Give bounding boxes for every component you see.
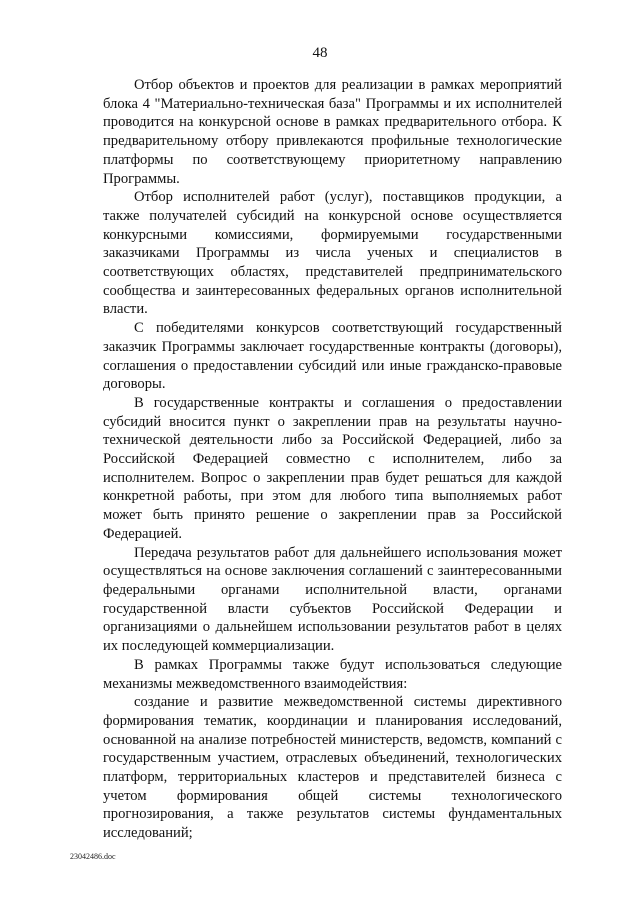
paragraph-competitive-selection: Отбор объектов и проектов для реализации в рамках мероприятий блока 4 "Материально-техническая база" Программы и их исполнителей проводится на конкурсной основе в рамках предварительного отбора. К предварительному отбору привлекаются профильные технологические платформы по соответствующему приоритетному направлению Программы. — [103, 77, 562, 187]
paragraph-contractor-selection: Отбор исполнителей работ (услуг), поставщиков продукции, а также получателей субсидий на конкурсной основе осуществляется конкурсными комиссиями, формируемыми государственными заказчиками Программы из числа ученых и специалистов в соответствующих областях, представителей предпринимательского сообщества и заинтересованных федеральных органов исполнительной власти. — [103, 189, 562, 318]
paragraph-rights-to-results: В государственные контракты и соглашения о предоставлении субсидий вносится пункт о закреплении прав на результаты научно-технической деятельности либо за Российской Федерацией, либо за Российской Федерацией совместно с исполнителем, либо за исполнителем. Вопрос о закреплении прав будет решаться для каждой конкретной работы, при этом для любого типа выполняемых работ может быть принято решение о закреплении прав за Российской Федерацией. — [103, 394, 562, 542]
document-body — [103, 76, 562, 843]
paragraph-interagency-mechanisms: В рамках Программы также будут использоваться следующие механизмы межведомственного взаимодействия: — [103, 656, 562, 692]
paragraph-contracts-with-winners: С победителями конкурсов соответствующий государственный заказчик Программы заключает государственные контракты (договоры), соглашения о предоставлении субсидий или иные гражданско-правовые договоры. — [103, 320, 562, 393]
paragraph-interagency-system: создание и развитие межведомственной системы директивного формирования тематик, координации и планирования исследований, основанной на анализе потребностей министерств, ведомств, компаний с государственным участием, отраслевых объединений, технологических платформ, территориальных кластеров и представителей бизнеса с учетом формирования общей системы технологического прогнозирования, а также результатов системы фундаментальных исследований; — [103, 694, 562, 842]
paragraph-results-transfer: Передача результатов работ для дальнейшего использования может осуществляться на основе заключения соглашений с заинтересованными федеральными органами исполнительной власти, органами государственной власти субъектов Российской Федерации и организациями о дальнейшем использовании результатов работ в целях их последующей коммерциализации. — [103, 544, 562, 655]
page-number: 48 — [312, 45, 328, 61]
footer-filename: 23042486.doc — [70, 852, 116, 861]
